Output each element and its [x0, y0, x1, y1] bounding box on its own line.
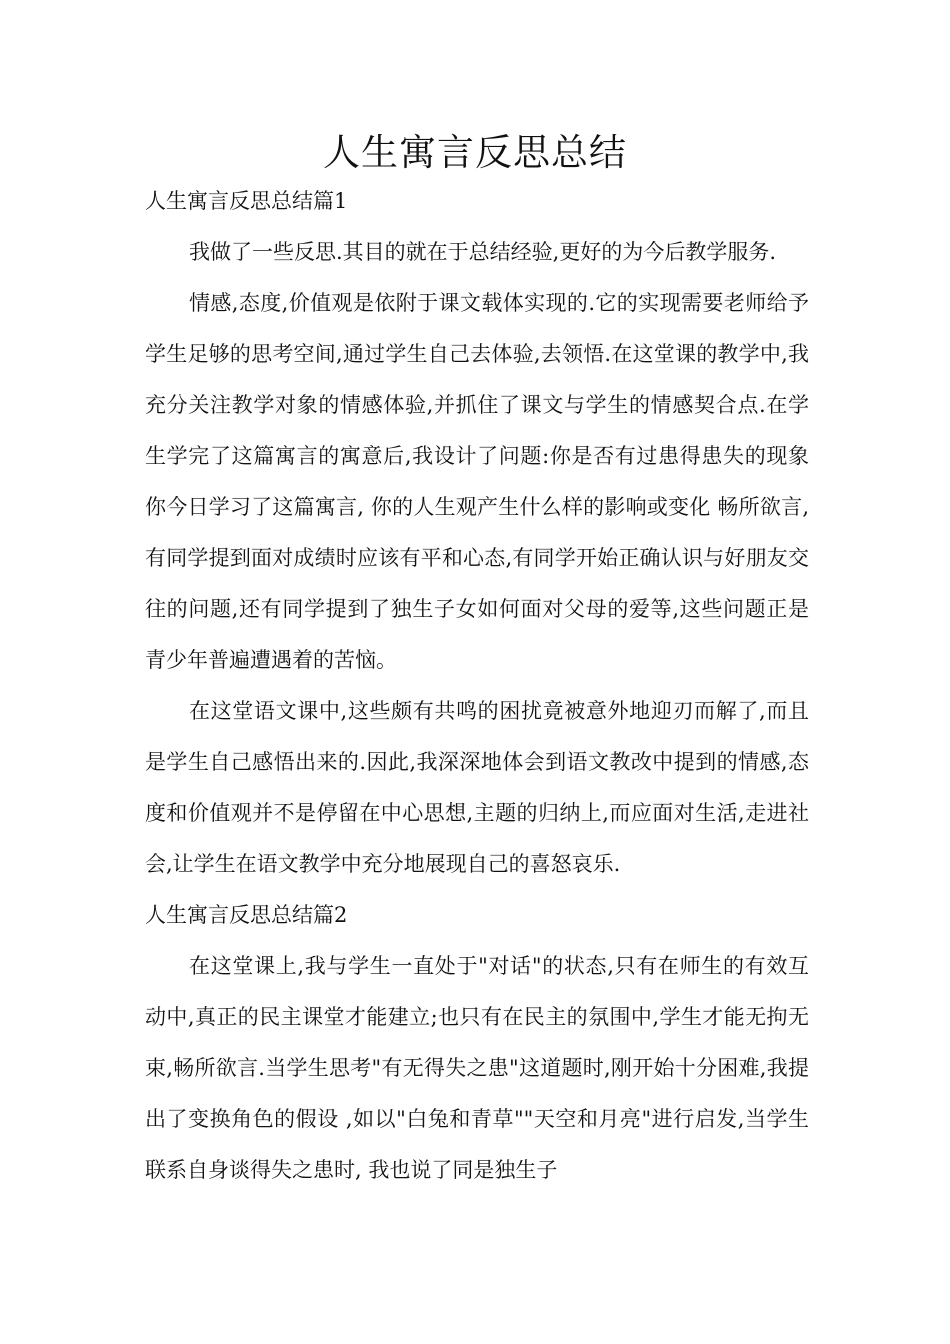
paragraph: 在这堂语文课中,这些颇有共鸣的困扰竟被意外地迎刃而解了,而且是学生自己感悟出来的.因此,我深深地体会到语文教改中提到的情感,态度和价值观并不是停留在中心思想,主题的归纳上,而应面对生活,走进社会,让学生在语文教学中充分地展现自己的喜怒哀乐.	[145, 699, 809, 876]
section-heading: 人生寓言反思总结篇1	[145, 189, 348, 213]
section-heading: 人生寓言反思总结篇2	[145, 903, 348, 927]
paragraph: 我做了一些反思.其目的就在于总结经验,更好的为今后教学服务.	[189, 240, 777, 264]
paragraph: 在这堂课上,我与学生一直处于"对话"的状态,只有在师生的有效互动中,真正的民主课堂才能建立;也只有在民主的氛围中,学生才能无拘无束,畅所欲言.当学生思考"有无得失之患"这道题时,刚开始十分困难,我提出了变换角色的假设 ,如以"白兔和青草""天空和月亮"进行启发,当学生联系自身谈得失之患时, 我也说了同是独生子	[145, 954, 809, 1182]
paragraph: 情感,态度,价值观是依附于课文载体实现的.它的实现需要老师给予学生足够的思考空间,通过学生自己去体验,去领悟.在这堂课的教学中,我充分关注教学对象的情感体验,并抓住了课文与学生的情感契合点.在学生学完了这篇寓言的寓意后,我设计了问题:你是否有过患得患失的现象 你今日学习了这篇寓言, 你的人生观产生什么样的影响或变化 畅所欲言,有同学提到面对成绩时应该有平和心态,有同学开始正确认识与好朋友交往的问题,还有同学提到了独生子女如何面对父母的爱等,这些问题正是青少年普遍遭遇着的苦恼。	[145, 291, 809, 672]
document-body	[145, 176, 809, 1196]
document-title: 人生寓言反思总结	[323, 131, 627, 174]
